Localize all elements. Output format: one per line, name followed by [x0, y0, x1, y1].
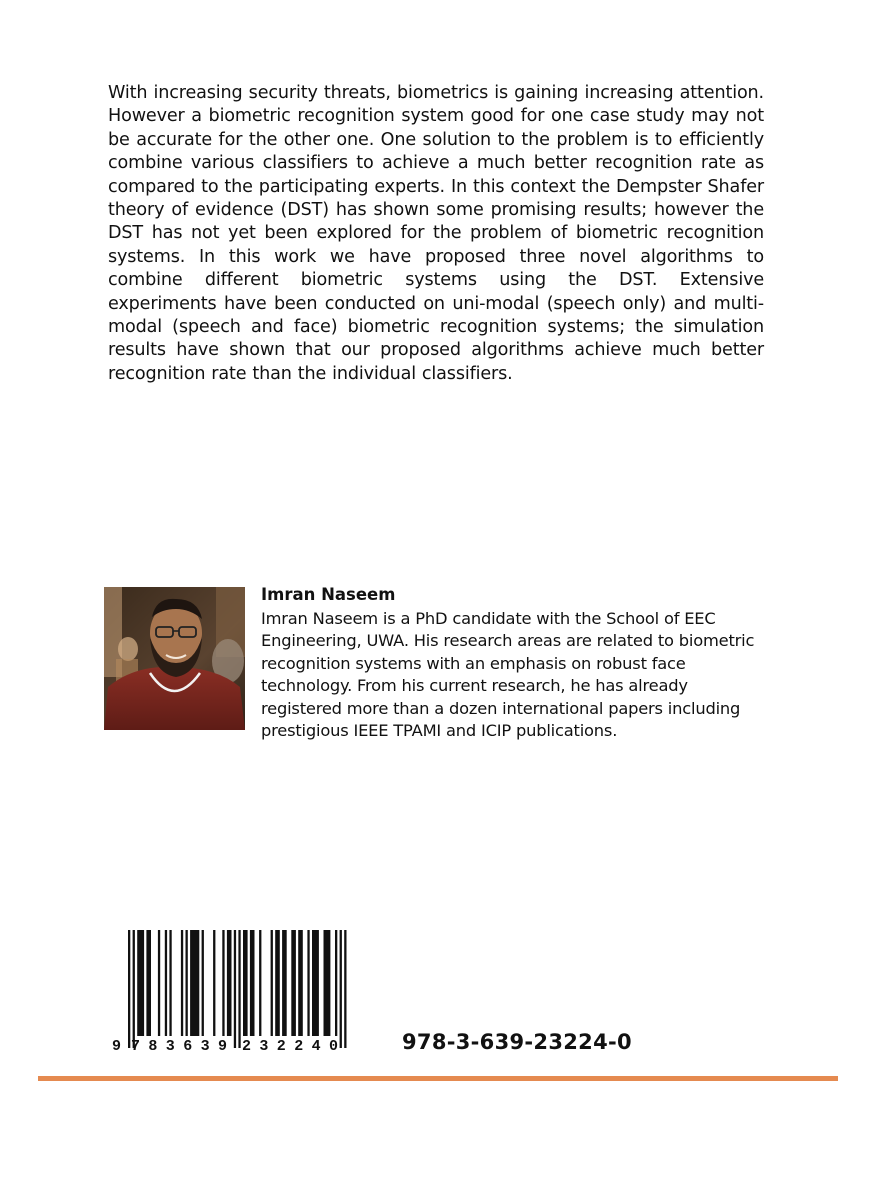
footer-rule: [38, 1076, 838, 1081]
barcode-bar: [307, 930, 309, 1036]
barcode-guard-bar: [128, 930, 130, 1048]
barcode-lead-digit: 9: [112, 1038, 122, 1055]
barcode-guard-bar: [133, 930, 135, 1048]
barcode-bar: [312, 930, 319, 1036]
barcode-bar: [169, 930, 171, 1036]
barcode-bar: [291, 930, 296, 1036]
barcode-bar: [202, 930, 204, 1036]
barcode-bar: [222, 930, 224, 1036]
author-bio: Imran Naseem is a PhD candidate with the School of EEC Engineering, UWA. His research areas are related to biometric recognition systems with an emphasis on robust face technology. From his current research, he has already registered more than a dozen international papers including prestigious IEEE TPAMI and ICIP publications.: [261, 609, 755, 741]
barcode-guard-bar: [238, 930, 240, 1048]
isbn-barcode: [112, 930, 352, 1058]
author-name: Imran Naseem: [261, 585, 396, 604]
barcode-bar: [158, 930, 160, 1036]
barcode-bar: [298, 930, 303, 1036]
barcode-bar: [250, 930, 255, 1036]
barcode-bar: [190, 930, 199, 1036]
barcode-bar: [165, 930, 167, 1036]
barcode-bar: [213, 930, 215, 1036]
barcode-bar: [324, 930, 331, 1036]
barcode-guard-bar: [344, 930, 346, 1048]
barcode-bar: [186, 930, 188, 1036]
barcode-bar: [275, 930, 280, 1036]
barcode-bar: [227, 930, 232, 1036]
barcode-bar: [282, 930, 287, 1036]
back-cover-blurb: With increasing security threats, biometrics is gaining increasing attention. However a biometric recognition system good for one case study may not be accurate for the other one. One solution to the problem is to efficiently combine various classifiers to achieve a much better recognition rate as compared to the participating experts. In this context the Dempster Shafer theory of evidence (DST) has shown some promising results; however the DST has not yet been explored for the problem of biometric recognition systems. In this work we have proposed three novel algorithms to combine different biometric systems using the DST. Extensive experiments have been conducted on uni-modal (speech only) and multi-modal (speech and face) biometric recognition systems; the simulation results have shown that our proposed algorithms achieve much better recognition rate than the individual classifiers.: [108, 83, 764, 384]
barcode-bar: [137, 930, 144, 1036]
isbn-number: 978-3-639-23224-0: [402, 1030, 632, 1054]
barcode-guard-bar: [234, 930, 236, 1048]
barcode-bar: [335, 930, 337, 1036]
barcode-bar: [146, 930, 151, 1036]
barcode-bar: [259, 930, 261, 1036]
barcode-bar: [181, 930, 183, 1036]
barcode-right-digits: 232240: [242, 1038, 338, 1055]
barcode-guard-bar: [340, 930, 342, 1048]
barcode-left-digits: 783639: [131, 1038, 227, 1055]
author-photo: [104, 587, 245, 730]
barcode-bar: [271, 930, 273, 1036]
barcode-bar: [243, 930, 248, 1036]
